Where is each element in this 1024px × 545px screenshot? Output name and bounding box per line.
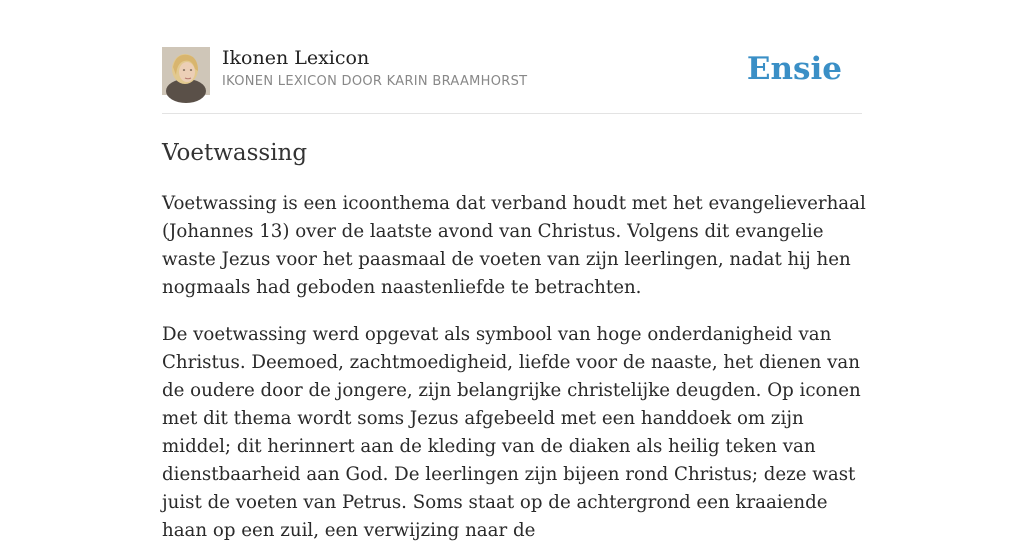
article-title: Voetwassing [162,140,308,166]
header [162,46,862,96]
author-name[interactable]: Ikonen Lexicon [222,47,370,69]
divider [162,113,862,114]
brand-logo-link[interactable]: Ensie [746,51,842,87]
author-subtitle: IKONEN LEXICON DOOR KARIN BRAAMHORST [222,74,528,89]
article-paragraph-1: Voetwassing is een icoonthema dat verband houdt met het evangelieverhaal (Johannes 13) over de laatste avond van Christus. Volgens dit evangelie waste Jezus voor het paasmaal de voeten van zijn leerlingen, nadat hij hen nogmaals had geboden naastenliefde te betrachten. [162,193,866,298]
avatar[interactable] [162,47,210,95]
article-paragraph-2: De voetwassing werd opgevat als symbool van hoge onderdanigheid van Christus. Deemoed, zachtmoedigheid, liefde voor de naaste, het dienen van de oudere door de jongere, zijn belangrijke christelijke deugden. Op iconen met dit thema wordt soms Jezus afgebeeld met een handdoek om zijn middel; dit herinnert aan de kleding van de diaken als heilig teken van dienstbaarheid aan God. De leerlingen zijn bijeen rond Christus; deze wast juist de voeten van Petrus. Soms staat op de achtergrond een kraaiende haan op een zuil, een verwijzing naar de [162,324,861,541]
avatar-portrait-icon [162,47,210,95]
